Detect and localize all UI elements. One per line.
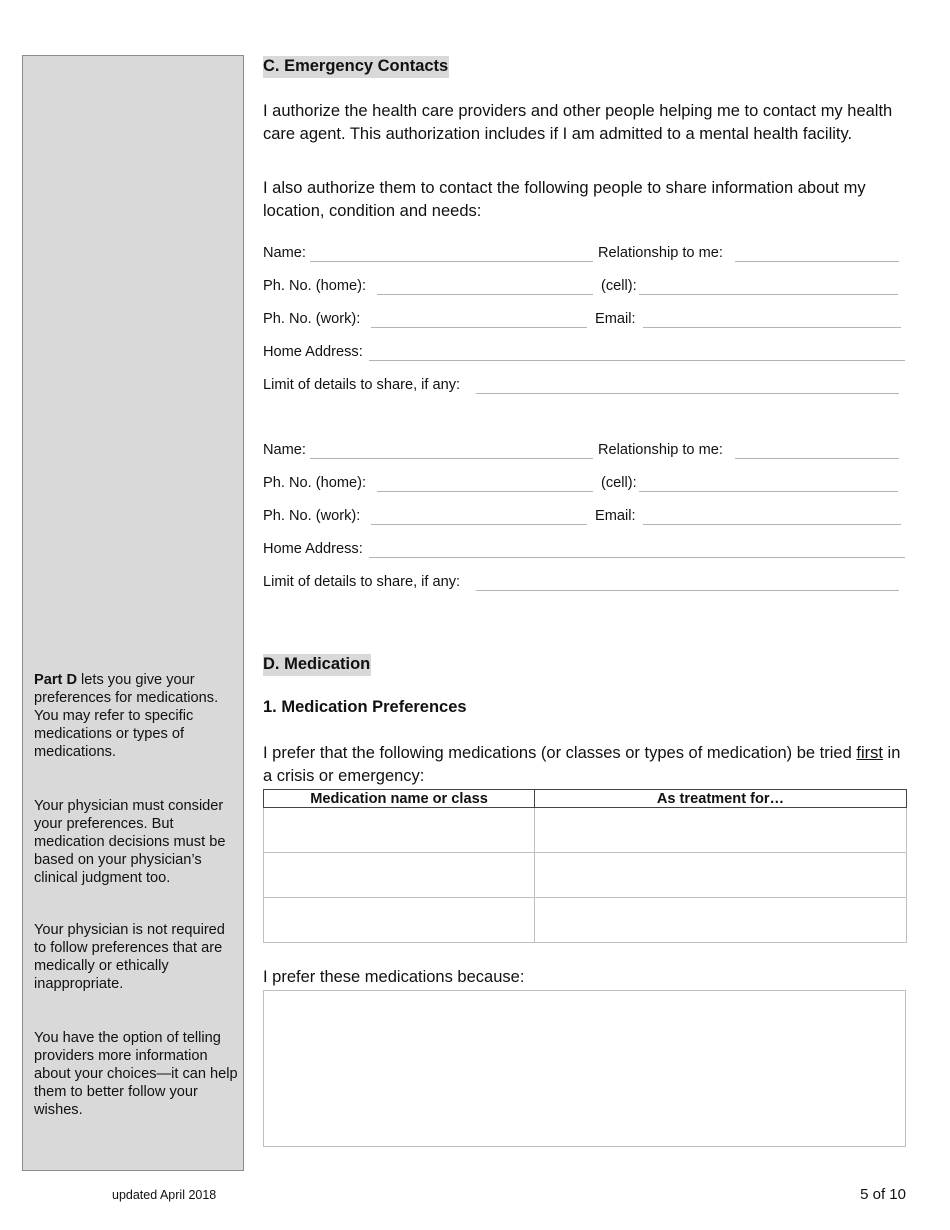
footer-updated-date: updated April 2018 [112,1188,217,1202]
medication-name-cell[interactable] [264,853,535,898]
name-label: Name: [263,442,306,458]
medication-intro-paragraph [263,742,906,787]
contact-2-limit-field[interactable] [476,590,899,591]
medication-preferences-subtitle: 1. Medication Preferences [263,698,467,716]
contact-2-limit-row [263,574,906,596]
contact-2-phone-home-field[interactable] [377,491,593,492]
column-header-medication: Medication name or class [264,790,535,808]
contact-1-work-row [263,311,906,333]
contact-1-address-row [263,344,906,366]
contact-1-phone-row [263,278,906,300]
table-row [264,898,907,943]
sidebar-note-not-required: Your physician is not required to follow preferences that are medically or ethically inappropriate. [34,922,225,992]
email-label: Email: [595,508,636,524]
medication-name-cell[interactable] [264,808,535,853]
phone-home-label: Ph. No. (home): [263,278,367,294]
contact-1-phone-work-field[interactable] [371,327,587,328]
address-label: Home Address: [263,344,363,360]
address-label: Home Address: [263,541,363,557]
limit-label: Limit of details to share, if any: [263,574,461,590]
sidebar-note-option: You have the option of telling providers more information about your choices—it can help them to better follow your wishes. [34,1030,238,1118]
contact-2-phone-row [263,475,906,497]
section-d-title: D. Medication [263,654,371,676]
table-header-row [264,790,907,808]
contact-2-address-field[interactable] [369,557,905,558]
contact-1-email-field[interactable] [643,327,901,328]
contact-1-relationship-field[interactable] [735,261,899,262]
authorization-paragraph: I authorize the health care providers and other people helping me to contact my health care agent. This authorization includes if I am admitted to a mental health facility. [263,102,893,143]
treatment-cell[interactable] [535,898,907,943]
phone-work-label: Ph. No. (work): [263,508,361,524]
medication-intro-text-end: in a crisis or emergency: [263,744,901,785]
treatment-cell[interactable] [535,808,907,853]
medication-reason-box[interactable] [263,990,906,1147]
contact-2-email-field[interactable] [643,524,901,525]
contact-2-phone-work-field[interactable] [371,524,587,525]
cell-label: (cell): [601,475,637,491]
contact-2-cell-field[interactable] [639,491,898,492]
sidebar-note-part-d-text: lets you give your preferences for medications. You may refer to specific medications or types of medications. [34,672,219,760]
contact-2-name-field[interactable] [310,458,593,459]
contact-1-name-field[interactable] [310,261,593,262]
contact-1-cell-field[interactable] [639,294,898,295]
medication-intro-text: I prefer that the following medications (or classes or types of medication) be tried [263,744,857,762]
sidebar-note-part-d [34,671,240,761]
contact-2-address-row [263,541,906,563]
contact-2-work-row [263,508,906,530]
table-row [264,853,907,898]
relationship-label: Relationship to me: [598,442,723,458]
contact-1-limit-row [263,377,906,399]
table-row [264,808,907,853]
contact-1-phone-home-field[interactable] [377,294,593,295]
section-c-title: C. Emergency Contacts [263,56,449,78]
contact-1-address-field[interactable] [369,360,905,361]
contact-1-limit-field[interactable] [476,393,899,394]
name-label: Name: [263,245,306,261]
contact-1-name-row [263,245,906,267]
sidebar-panel [22,55,244,1171]
column-header-treatment: As treatment for… [535,790,907,808]
sidebar-note-part-d-bold: Part D [34,672,77,688]
contact-authorization-paragraph: I also authorize them to contact the following people to share information about my location, condition and needs: [263,179,866,220]
medication-intro-emphasis: first [856,744,883,762]
limit-label: Limit of details to share, if any: [263,377,461,393]
medication-reason-label: I prefer these medications because: [263,968,525,986]
phone-home-label: Ph. No. (home): [263,475,367,491]
email-label: Email: [595,311,636,327]
sidebar-note-physician-consider: Your physician must consider your preferences. But medication decisions must be based on your physician’s clinical judgment too. [34,798,226,886]
contact-2-relationship-field[interactable] [735,458,899,459]
page-number: 5 of 10 [860,1186,906,1203]
cell-label: (cell): [601,278,637,294]
contact-2-name-row [263,442,906,464]
medication-table [263,789,907,943]
medication-name-cell[interactable] [264,898,535,943]
phone-work-label: Ph. No. (work): [263,311,361,327]
treatment-cell[interactable] [535,853,907,898]
relationship-label: Relationship to me: [598,245,723,261]
